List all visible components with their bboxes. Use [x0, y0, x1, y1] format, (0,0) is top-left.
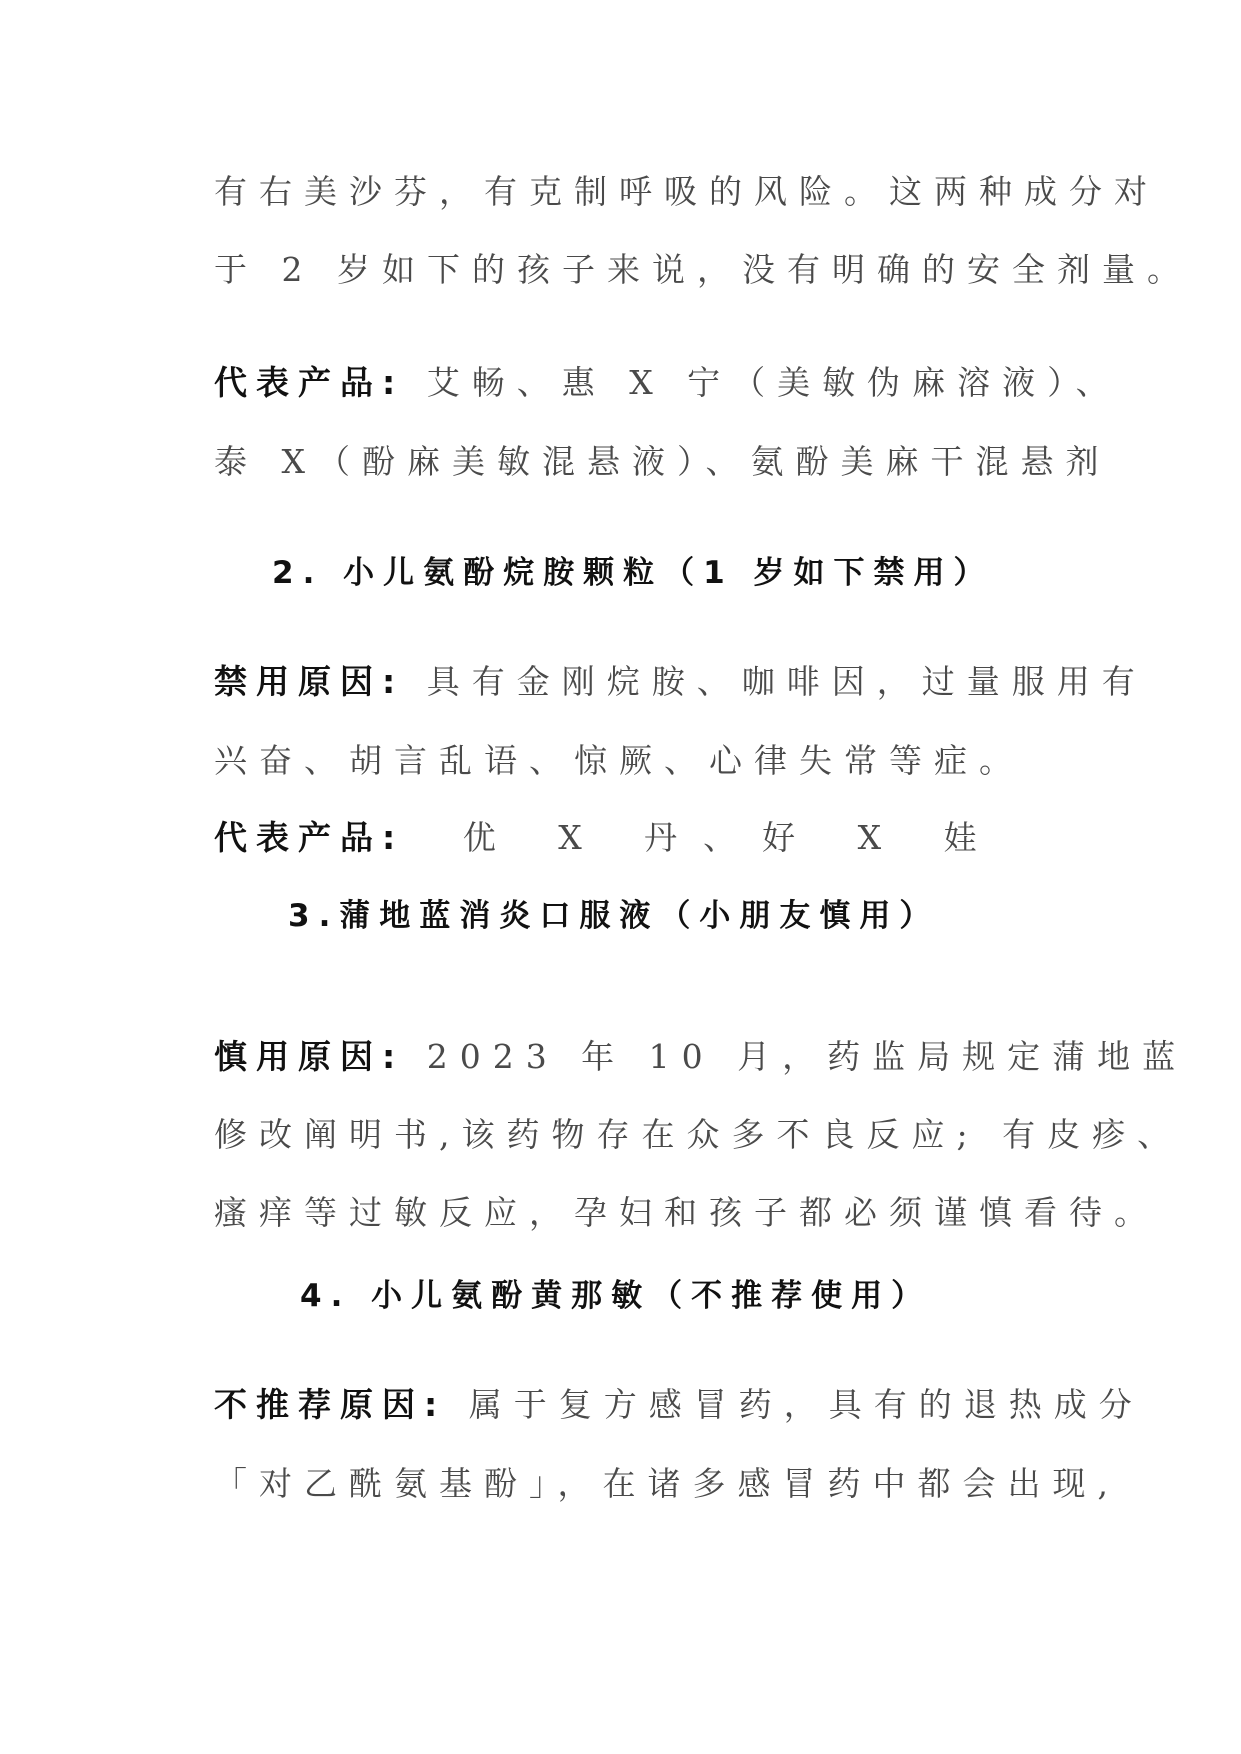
body-text-line: 泰 X（酚麻美敏混悬液）、氨酚美麻干混悬剂: [214, 442, 1111, 481]
reason-label: 禁用原因:: [214, 662, 405, 701]
reason-line: [214, 1385, 1144, 1425]
body-text-line: 于 2 岁如下的孩子来说，没有明确的安全剂量。: [214, 250, 1192, 289]
reason-text: 2023 年 10 月，药监局规定蒲地蓝: [426, 1037, 1188, 1076]
reason-text: 属于复方感冒药，具有的退热成分: [468, 1385, 1144, 1424]
reason-label: 不推荐原因:: [214, 1385, 447, 1424]
reason-label: 慎用原因:: [214, 1037, 405, 1076]
body-text-line: 修改阐明书,该药物存在众多不良反应; 有皮疹、: [214, 1115, 1183, 1154]
body-text-line: 瘙痒等过敏反应，孕妇和孩子都必须谨慎看待。: [214, 1193, 1159, 1232]
reason-line: [214, 1037, 1187, 1077]
product-label: 代表产品:: [214, 818, 405, 857]
body-text-line: 「对乙酰氨基酚」，在诸多感冒药中都会出现,: [214, 1464, 1120, 1503]
section-heading-3: 3.蒲地蓝消炎口服液（小朋友慎用）: [288, 898, 940, 934]
body-text-line: 兴奋、胡言乱语、惊厥、心律失常等症。: [214, 741, 1024, 780]
product-line: [214, 818, 1003, 858]
product-line: [214, 363, 1121, 403]
product-text: 艾畅、惠 X 宁（美敏伪麻溶液）、: [426, 363, 1121, 402]
product-text: 优 X 丹、好 X 娃: [462, 818, 1003, 857]
reason-line: [214, 662, 1147, 702]
section-heading-4: 4. 小儿氨酚黄那敏（不推荐使用）: [300, 1278, 932, 1314]
body-text-line: 有右美沙芬，有克制呼吸的风险。这两种成分对: [214, 172, 1159, 211]
product-label: 代表产品:: [214, 363, 405, 402]
reason-text: 具有金刚烷胺、咖啡因，过量服用有: [426, 662, 1147, 701]
section-heading-2: 2. 小儿氨酚烷胺颗粒（1 岁如下禁用）: [272, 555, 994, 591]
